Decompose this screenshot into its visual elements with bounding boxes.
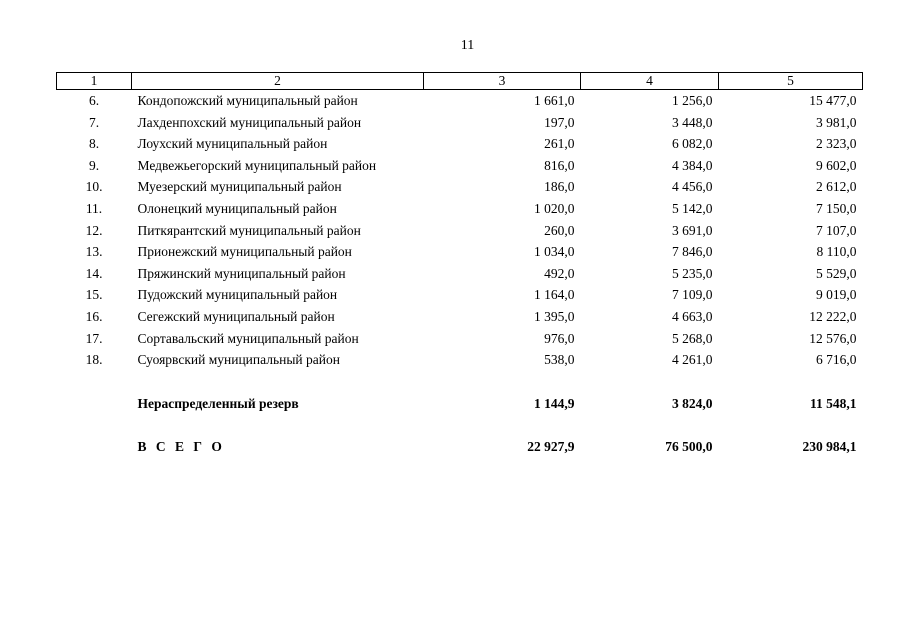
row-number: 15. — [85, 287, 103, 303]
reserve-num — [57, 393, 132, 415]
row-col-3-value: 197,0 — [544, 114, 575, 130]
row-col-4-value: 7 109,0 — [672, 287, 713, 303]
row-col-4-value: 4 384,0 — [672, 157, 713, 173]
row-col-5-value: 5 529,0 — [816, 265, 857, 281]
row-col-5-value: 2 323,0 — [816, 136, 857, 152]
row-number: 18. — [85, 352, 103, 368]
row-col-4-value: 4 456,0 — [672, 179, 713, 195]
row-col-4-value: 5 268,0 — [672, 330, 713, 346]
row-col-4-value: 3 691,0 — [672, 222, 713, 238]
table-row — [57, 133, 863, 155]
row-col-5-value: 12 576,0 — [809, 330, 857, 346]
spacer-row — [57, 414, 863, 436]
total-col-4: 76 500,0 — [665, 439, 713, 455]
row-col-4-value: 3 448,0 — [672, 114, 713, 130]
row-number: 13. — [85, 244, 103, 260]
row-district-name: Сортавальский муниципальный район — [137, 330, 359, 346]
row-col-5-value: 6 716,0 — [816, 352, 857, 368]
row-col-4-value: 5 142,0 — [672, 200, 713, 216]
row-col-5-value: 7 107,0 — [816, 222, 857, 238]
total-num — [57, 436, 132, 458]
row-district-name: Сегежский муниципальный район — [137, 308, 335, 324]
header-col-5: 5 — [719, 73, 863, 90]
row-number: 12. — [85, 222, 103, 238]
header-row — [57, 73, 863, 90]
row-col-3-value: 186,0 — [544, 179, 575, 195]
page-number: 11 — [460, 38, 475, 53]
reserve-col-5: 11 548,1 — [809, 395, 857, 411]
row-col-3-value: 260,0 — [544, 222, 575, 238]
row-col-3-value: 1 034,0 — [534, 244, 575, 260]
total-row — [57, 436, 863, 458]
row-col-5-value: 3 981,0 — [816, 114, 857, 130]
row-number: 7. — [88, 114, 100, 130]
row-col-5-value: 9 019,0 — [816, 287, 857, 303]
row-district-name: Пряжинский муниципальный район — [137, 265, 346, 281]
row-number: 16. — [85, 308, 103, 324]
row-district-name: Лоухский муниципальный район — [137, 136, 328, 152]
row-district-name: Олонецкий муниципальный район — [137, 200, 337, 216]
row-district-name: Пудожский муниципальный район — [137, 287, 338, 303]
row-col-5-value: 8 110,0 — [816, 244, 857, 260]
reserve-col-4: 3 824,0 — [672, 395, 713, 411]
table-row — [57, 198, 863, 220]
table-row — [57, 306, 863, 328]
row-col-4-value: 4 663,0 — [672, 308, 713, 324]
table-row — [57, 155, 863, 177]
row-col-4-value: 4 261,0 — [672, 352, 713, 368]
spacer-row — [57, 371, 863, 393]
row-col-3-value: 1 395,0 — [534, 308, 575, 324]
total-name: В С Е Г О — [137, 439, 225, 455]
table-row — [57, 90, 863, 112]
row-col-3-value: 538,0 — [544, 352, 575, 368]
table-row — [57, 328, 863, 350]
table-row — [57, 176, 863, 198]
row-col-5-value: 12 222,0 — [809, 308, 857, 324]
row-col-4-value: 1 256,0 — [672, 93, 713, 108]
data-table — [56, 72, 863, 458]
table-row — [57, 284, 863, 306]
row-col-3-value: 261,0 — [544, 136, 575, 152]
row-col-4-value: 5 235,0 — [672, 265, 713, 281]
row-col-3-value: 816,0 — [544, 157, 575, 173]
row-col-4-value: 6 082,0 — [672, 136, 713, 152]
row-col-5-value: 15 477,0 — [809, 93, 857, 108]
row-number: 17. — [85, 330, 103, 346]
header-col-4: 4 — [581, 73, 719, 90]
row-col-3-value: 492,0 — [544, 265, 575, 281]
table-row — [57, 220, 863, 242]
table-row — [57, 349, 863, 371]
row-district-name: Кондопожский муниципальный район — [137, 93, 358, 108]
table-header — [57, 73, 863, 90]
table-row — [57, 112, 863, 134]
row-number: 14. — [85, 265, 103, 281]
row-col-4-value: 7 846,0 — [672, 244, 713, 260]
row-col-3-value: 976,0 — [544, 330, 575, 346]
header-col-2: 2 — [132, 73, 424, 90]
total-col-5: 230 984,1 — [802, 439, 857, 455]
reserve-col-3: 1 144,9 — [534, 395, 575, 411]
table-row — [57, 263, 863, 285]
table-body — [57, 90, 863, 458]
table-row — [57, 241, 863, 263]
row-col-3-value: 1 661,0 — [534, 93, 575, 108]
row-col-5-value: 7 150,0 — [816, 200, 857, 216]
row-district-name: Прионежский муниципальный район — [137, 244, 352, 260]
row-col-5-value: 9 602,0 — [816, 157, 857, 173]
row-number: 6. — [88, 93, 100, 108]
row-district-name: Медвежьегорский муниципальный район — [137, 157, 377, 173]
row-district-name: Муезерский муниципальный район — [137, 179, 342, 195]
row-number: 11. — [85, 200, 103, 216]
row-col-3-value: 1 020,0 — [534, 200, 575, 216]
row-number: 10. — [85, 179, 103, 195]
row-district-name: Лахденпохский муниципальный район — [137, 114, 362, 130]
row-number: 9. — [88, 157, 100, 173]
header-col-1: 1 — [57, 73, 132, 90]
reserve-row — [57, 393, 863, 415]
row-col-3-value: 1 164,0 — [534, 287, 575, 303]
row-district-name: Питкярантский муниципальный район — [137, 222, 361, 238]
total-col-3: 22 927,9 — [527, 439, 575, 455]
reserve-name: Нераспределенный резерв — [137, 395, 299, 411]
row-district-name: Суоярвский муниципальный район — [137, 352, 340, 368]
row-number: 8. — [88, 136, 100, 152]
row-col-5-value: 2 612,0 — [816, 179, 857, 195]
header-col-3: 3 — [424, 73, 581, 90]
